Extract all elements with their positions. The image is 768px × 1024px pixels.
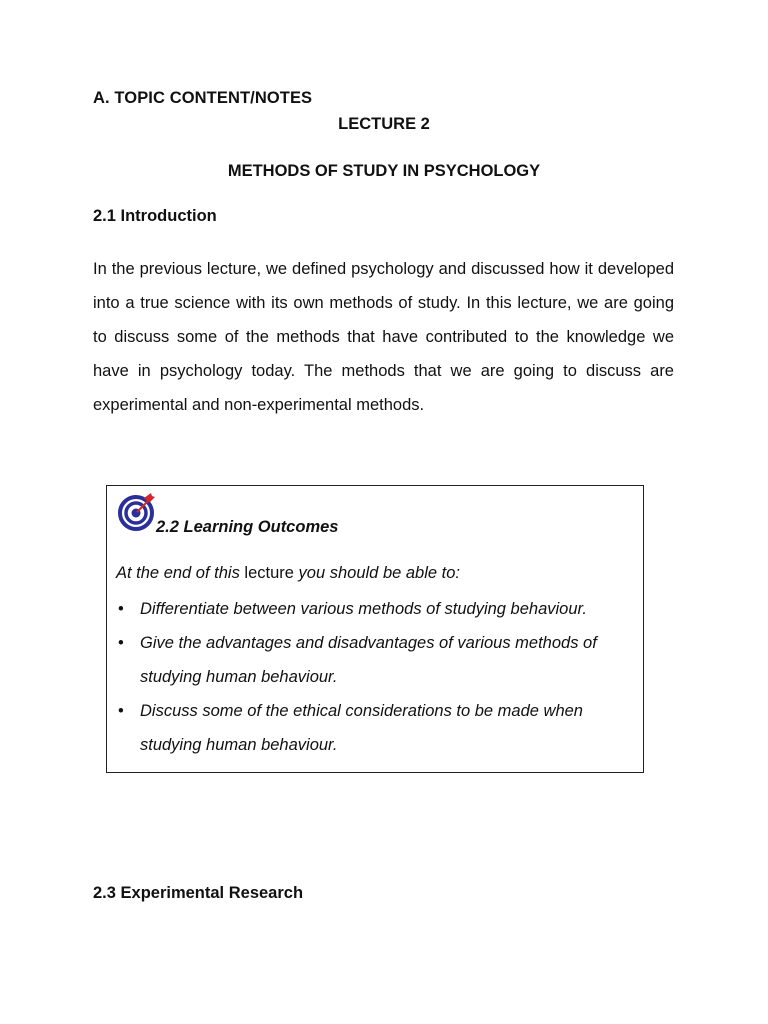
section-label: A. TOPIC CONTENT/NOTES	[93, 89, 313, 107]
list-item	[116, 592, 636, 626]
introduction-heading: 2.1 Introduction	[93, 207, 217, 225]
list-item	[116, 694, 636, 762]
lecture-title: METHODS OF STUDY IN PSYCHOLOGY	[227, 162, 541, 180]
bullet: •	[118, 702, 124, 720]
learning-outcomes-box	[106, 485, 644, 773]
experimental-research-heading: 2.3 Experimental Research	[93, 884, 304, 902]
list-item-text: Differentiate between various methods of studying behaviour.	[140, 600, 587, 618]
list-item-text: Give the advantages and disadvantages of various methods of studying human behaviour.	[140, 634, 597, 686]
outcomes-intro-part2: lecture	[239, 564, 299, 582]
learning-outcomes-list	[116, 592, 636, 762]
list-item	[116, 626, 636, 694]
list-item-text: Discuss some of the ethical considerations to be made when studying human behaviour.	[140, 702, 583, 754]
outcomes-intro-part3: you should be able to:	[298, 564, 461, 582]
introduction-paragraph: In the previous lecture, we defined psychology and discussed how it developed into a true science with its own methods of study. In this lecture, we are going to discuss some of the methods that have contributed to the knowledge we have in psychology today. The methods that we are going to discuss are experimental and non-experimental methods.	[93, 260, 674, 414]
learning-outcomes-heading: 2.2 Learning Outcomes	[156, 518, 339, 536]
target-icon	[118, 490, 156, 532]
outcomes-intro-part1: At the end of this	[116, 564, 240, 582]
bullet: •	[118, 600, 124, 618]
bullet: •	[118, 634, 124, 652]
lecture-number: LECTURE 2	[338, 115, 430, 133]
learning-outcomes-intro	[116, 564, 460, 583]
